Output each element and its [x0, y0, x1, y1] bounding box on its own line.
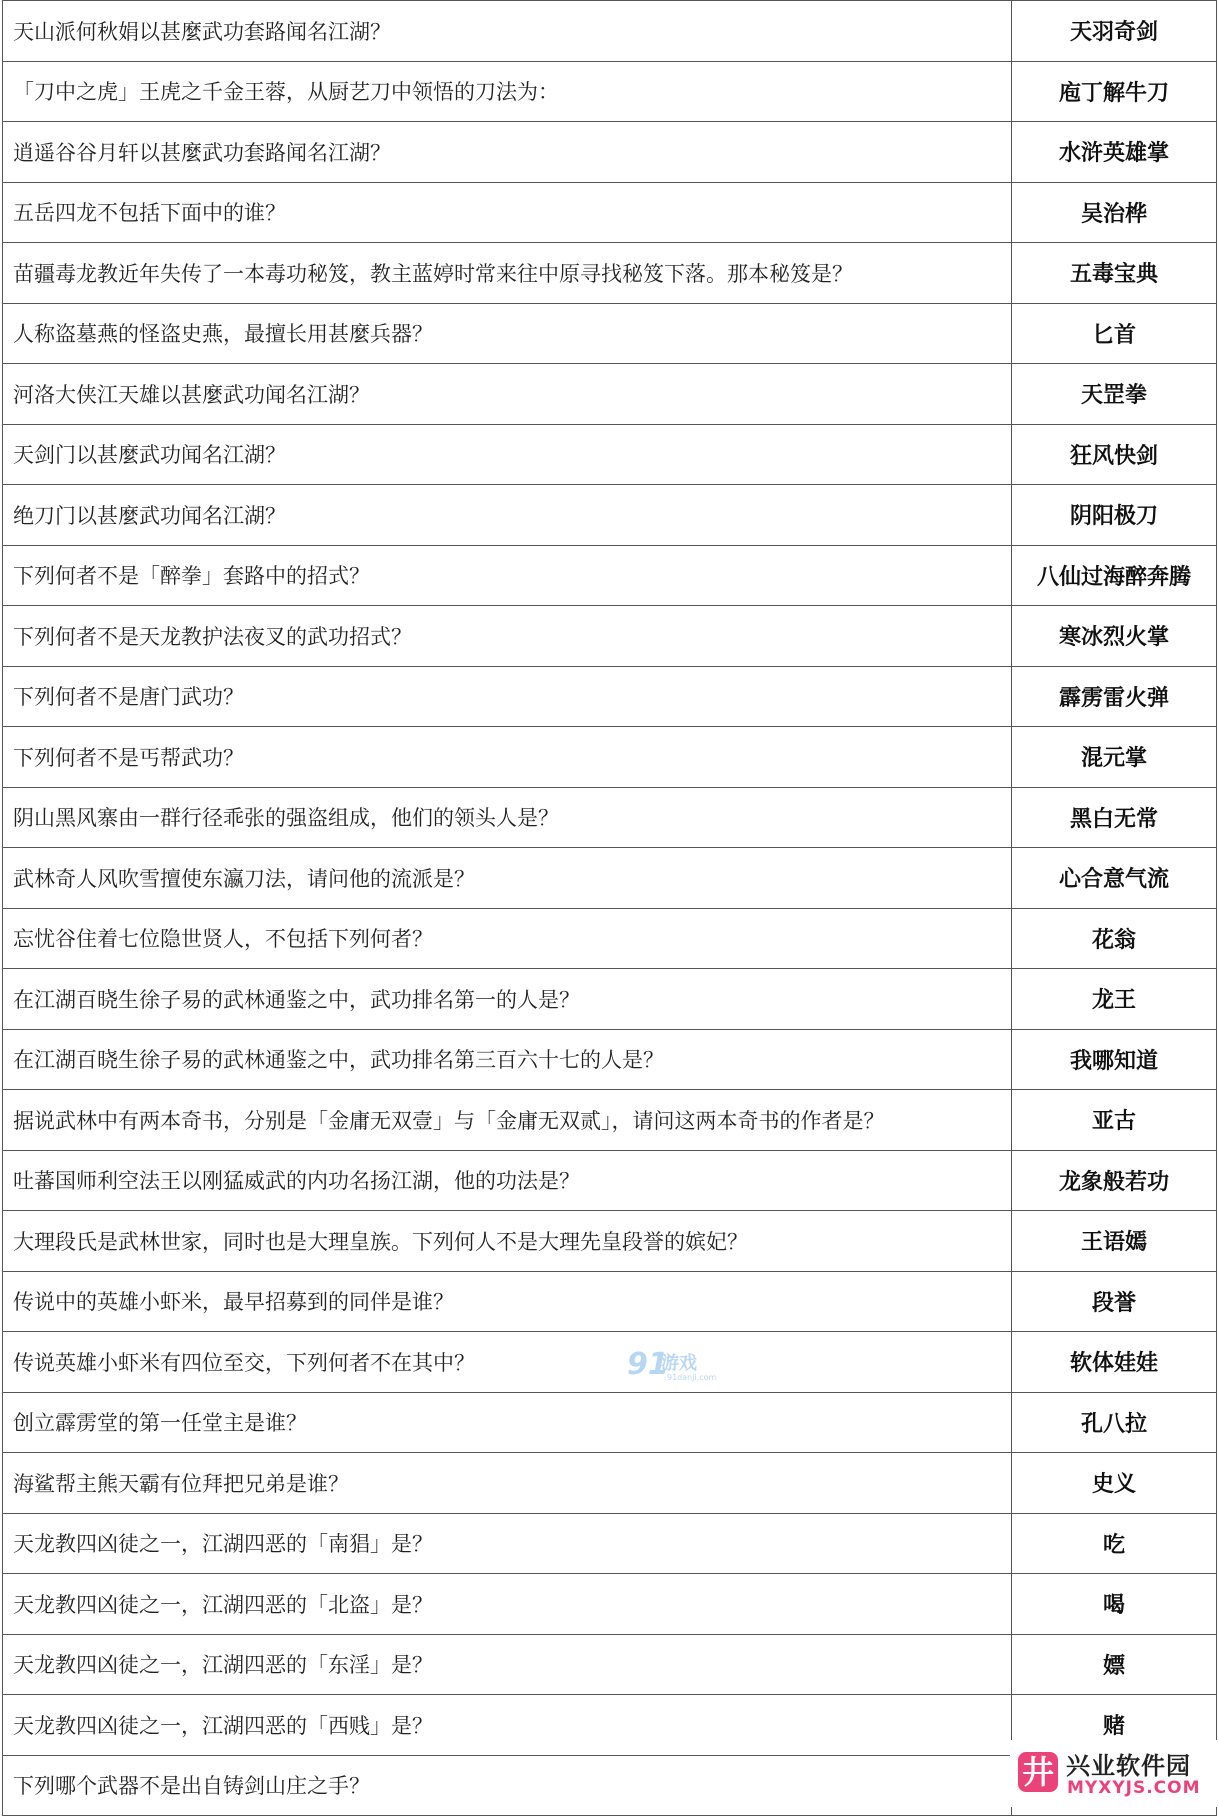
question-cell: 五岳四龙不包括下面中的谁？	[3, 182, 1012, 243]
table-row	[3, 969, 1217, 1030]
answer-cell: 喝	[1012, 1574, 1217, 1635]
question-cell: 下列哪个武器不是出自铸剑山庄之手？	[3, 1755, 1012, 1816]
answer-cell: 嫖	[1012, 1634, 1217, 1695]
table-row	[3, 122, 1217, 183]
table-row	[3, 1150, 1217, 1211]
table-row	[3, 1634, 1217, 1695]
question-cell: 下列何者不是丐帮武功？	[3, 727, 1012, 788]
table-row	[3, 485, 1217, 546]
answer-cell: 匕首	[1012, 303, 1217, 364]
answer-cell: 花翁	[1012, 908, 1217, 969]
question-cell: 吐蕃国师利空法王以刚猛威武的内功名扬江湖，他的功法是？	[3, 1150, 1012, 1211]
watermark-91-site: 91danji.com	[667, 1373, 717, 1382]
answer-cell: 孔八拉	[1012, 1392, 1217, 1453]
table-row	[3, 908, 1217, 969]
table-row	[3, 1513, 1217, 1574]
table-row	[3, 666, 1217, 727]
question-cell: 海鲨帮主熊天霸有位拜把兄弟是谁？	[3, 1453, 1012, 1514]
table-row	[3, 1029, 1217, 1090]
table-row	[3, 1211, 1217, 1272]
table-row	[3, 364, 1217, 425]
answer-cell: 王语嫣	[1012, 1211, 1217, 1272]
question-cell: 「刀中之虎」王虎之千金王蓉，从厨艺刀中领悟的刀法为：	[3, 61, 1012, 122]
question-cell: 大理段氏是武林世家，同时也是大理皇族。下列何人不是大理先皇段誉的嫔妃？	[3, 1211, 1012, 1272]
answer-cell: 狂风快剑	[1012, 424, 1217, 485]
table-row	[3, 848, 1217, 909]
question-cell: 下列何者不是天龙教护法夜叉的武功招式？	[3, 606, 1012, 667]
xingye-url: MYXYJS.COM	[1067, 1778, 1201, 1798]
question-cell: 逍遥谷谷月轩以甚麼武功套路闻名江湖？	[3, 122, 1012, 183]
question-cell: 天剑门以甚麼武功闻名江湖？	[3, 424, 1012, 485]
question-cell: 武林奇人风吹雪擅使东瀛刀法，请问他的流派是？	[3, 848, 1012, 909]
answer-cell: 黑白无常	[1012, 787, 1217, 848]
answer-cell: 五毒宝典	[1012, 243, 1217, 304]
table-row	[3, 424, 1217, 485]
table-row	[3, 545, 1217, 606]
answer-cell: 阴阳极刀	[1012, 485, 1217, 546]
xingye-logo-icon: 井	[1018, 1752, 1058, 1792]
table-row	[3, 243, 1217, 304]
answer-cell: 庖丁解牛刀	[1012, 61, 1217, 122]
table-row	[3, 727, 1217, 788]
qa-table	[2, 0, 1217, 1816]
answer-cell: 龙王	[1012, 969, 1217, 1030]
watermark-91youxi	[627, 1347, 723, 1385]
question-cell: 天龙教四凶徒之一，江湖四恶的「东淫」是？	[3, 1634, 1012, 1695]
answer-cell: 软体娃娃	[1012, 1332, 1217, 1393]
table-row	[3, 1392, 1217, 1453]
answer-cell: 心合意气流	[1012, 848, 1217, 909]
qa-table-body	[3, 1, 1217, 1816]
answer-cell: 亚古	[1012, 1090, 1217, 1151]
answer-cell: 龙象般若功	[1012, 1150, 1217, 1211]
question-cell: 苗疆毒龙教近年失传了一本毒功秘笈，教主蓝婷时常来往中原寻找秘笈下落。那本秘笈是？	[3, 243, 1012, 304]
question-cell: 在江湖百晓生徐子易的武林通鉴之中，武功排名第三百六十七的人是？	[3, 1029, 1012, 1090]
question-cell: 天龙教四凶徒之一，江湖四恶的「西贱」是？	[3, 1695, 1012, 1756]
answer-cell: 赌	[1012, 1695, 1217, 1756]
question-cell: 天山派何秋娟以甚麼武功套路闻名江湖？	[3, 1, 1012, 62]
question-cell: 下列何者不是「醉拳」套路中的招式？	[3, 545, 1012, 606]
question-cell: 传说中的英雄小虾米，最早招募到的同伴是谁？	[3, 1271, 1012, 1332]
table-row	[3, 1090, 1217, 1151]
table-row	[3, 1, 1217, 62]
answer-cell: 寒冰烈火掌	[1012, 606, 1217, 667]
answer-cell: 我哪知道	[1012, 1029, 1217, 1090]
answer-cell: 八仙过海醉奔腾	[1012, 545, 1217, 606]
watermark-91-number: 91	[627, 1347, 669, 1382]
answer-cell: 吴治桦	[1012, 182, 1217, 243]
table-row	[3, 1453, 1217, 1514]
table-row	[3, 787, 1217, 848]
question-cell: 传说英雄小虾米有四位至交，下列何者不在其中？	[3, 1332, 1012, 1393]
table-row	[3, 606, 1217, 667]
question-cell: 下列何者不是唐门武功？	[3, 666, 1012, 727]
question-cell: 天龙教四凶徒之一，江湖四恶的「北盗」是？	[3, 1574, 1012, 1635]
question-cell: 天龙教四凶徒之一，江湖四恶的「南猖」是？	[3, 1513, 1012, 1574]
answer-cell: 吃	[1012, 1513, 1217, 1574]
question-cell: 阴山黑风寨由一群行径乖张的强盗组成，他们的领头人是？	[3, 787, 1012, 848]
answer-cell: 水浒英雄掌	[1012, 122, 1217, 183]
table-row	[3, 1271, 1217, 1332]
table-row	[3, 1574, 1217, 1635]
table-row	[3, 303, 1217, 364]
question-cell: 据说武林中有两本奇书，分别是「金庸无双壹」与「金庸无双贰」，请问这两本奇书的作者是？	[3, 1090, 1012, 1151]
answer-cell: 霹雳雷火弹	[1012, 666, 1217, 727]
watermark-91-label: 游戏	[661, 1353, 697, 1374]
table-row	[3, 61, 1217, 122]
answer-cell: 天羽奇剑	[1012, 1, 1217, 62]
xingye-brand-name: 兴业软件园	[1066, 1752, 1191, 1780]
question-cell: 忘忧谷住着七位隐世贤人，不包括下列何者？	[3, 908, 1012, 969]
question-cell: 河洛大侠江天雄以甚麼武功闻名江湖？	[3, 364, 1012, 425]
table-row	[3, 182, 1217, 243]
question-cell: 绝刀门以甚麼武功闻名江湖？	[3, 485, 1012, 546]
question-cell: 人称盗墓燕的怪盗史燕，最擅长用甚麼兵器？	[3, 303, 1012, 364]
answer-cell: 史义	[1012, 1453, 1217, 1514]
table-row	[3, 1332, 1217, 1393]
answer-cell: 段誉	[1012, 1271, 1217, 1332]
question-cell: 在江湖百晓生徐子易的武林通鉴之中，武功排名第一的人是？	[3, 969, 1012, 1030]
answer-cell: 天罡拳	[1012, 364, 1217, 425]
watermark-xingye	[1010, 1740, 1219, 1807]
answer-cell: 混元掌	[1012, 727, 1217, 788]
question-cell: 创立霹雳堂的第一任堂主是谁？	[3, 1392, 1012, 1453]
